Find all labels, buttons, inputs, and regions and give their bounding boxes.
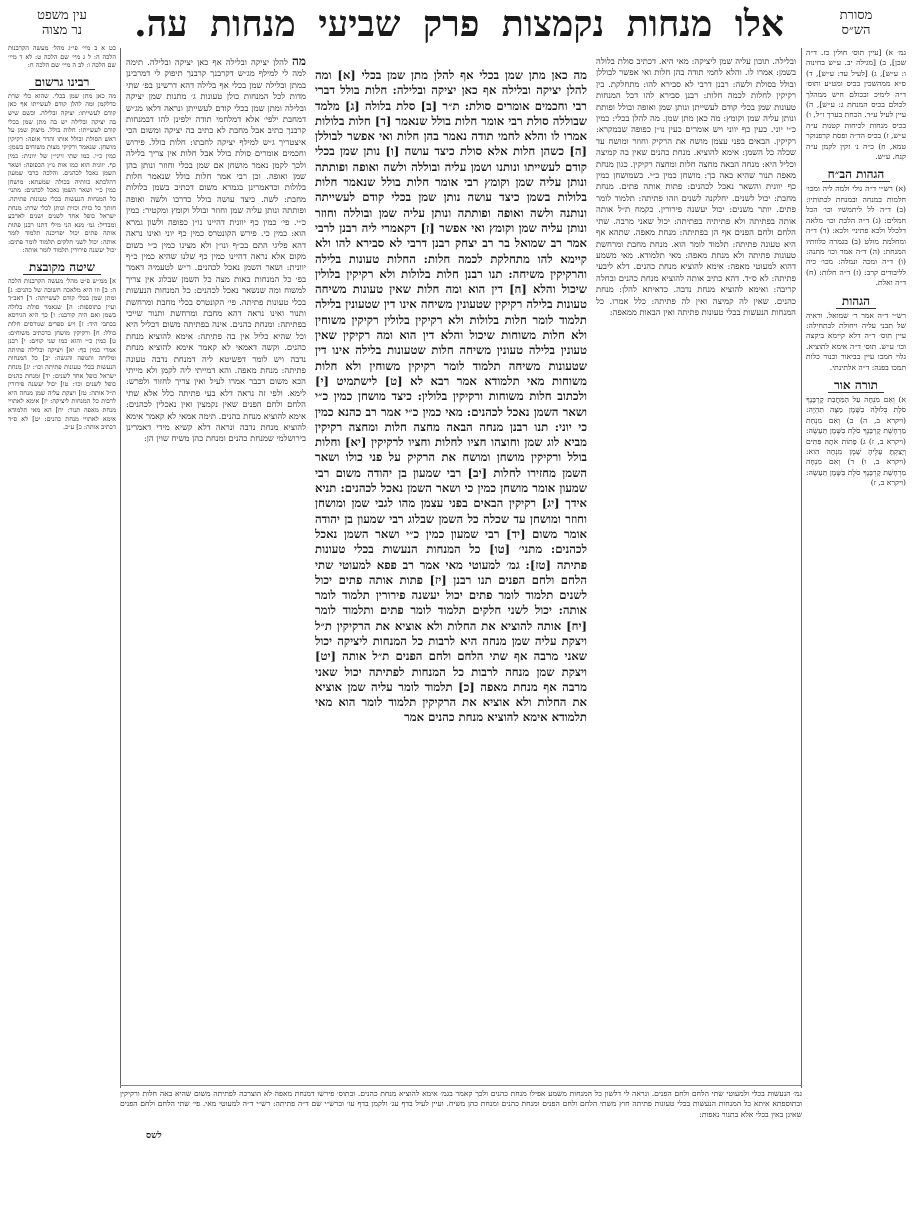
title-word: מנחות — [210, 3, 296, 45]
gilyon-text: רש״י ד״ה אמר ר׳ שמואל. וראיה של תבני עליה ויחולת לכתחילה: עיין תוס׳ ד״ה דלא קיימא ביקצה וכו׳ ע״ש. תוס׳ ד״ה אימא לתוציא. גלוי חמכו עיין בביאור וכנור כלות תמכו בפנה: ד״ה אלתינתי. — [806, 310, 906, 372]
column-divider — [801, 48, 802, 1088]
rashi-text: ובלילה. תוכון עליה שמן ליציקה: מאי היא. דכתיב סולת בלולה בשמן: אמרו לו. והלא לחמי תודה בהן חלות ואי אפשר לבוללן ובולל בסולת ולשה: רבנן דרבי לא סבירא להו: מתחלקת. בין רקיקין לחלות לכמה חלות: רבנן סבירא להו דכל המנחות טעונות שמן בכלי קודם לעשייתן ונותן שמן ואופה ובולל ופותת ונותן עליה שמן וקומץ: מה כאן מתן שמן. מה להלן בכלי: כמין כ״י יוני. כעין כף יווני ויש אומרים כעין נו״ן כפופה שבמקרא: רקיקין. הבאים בפני עצמן מושח את הרקיק וחוזר ומושח עד שכלה כל השמן: אימא להוציא. מנחת כהנים שאין בה קמיצה וכליל היא: מנחה הבאה מחצה חלות ומחצה רקיקין. כגון מנחת מאפה תנור שהיא באה כך: מושחן כמין כ״י. כשמושחן כמין כף יוונית והשאר נאכל לכהנים: פתות אותה פתים. מנחת מחבת: יכול לשנים. יחלקנה לשנים וזהו פתיתה: תלמוד לומר פתים. יותר משנים: יכול יעשנה פירורין. כקמח ת״ל אותה אותה בפתיתה ולא פתיתיה בפתיתה: יכול שאני מרבה. שתי הלחם ולחם הפנים אף הן בפתיתה: מנחת מאפה. שתהא אף היא טעונה פתיתה: תלמוד לומר הוא. מנחת מחבת ומרחשת טעונות פתיתה ולא מנחת מאפה: מאי תלמודא. מאי משמע דהוא למעוטי מאפה: אימא להוציא מנחת כהנים. דלא ליבעי פתיתה: לא ס״ד. דהא כתיב אותה להוציא מנחת כהנים ובחלה קריבה: ואימא להוציא מנחת נדבה. כדאיתא להלן: מנחת כהנים. שאין לה קמיצה ואין לה פתיתה: כלל אמרו. כל המנחות הנעשות בכלי טעונות פתיתה ואין הבאות ממאפה: — [596, 56, 796, 317]
signature-mark: לשס — [146, 1131, 162, 1141]
title-word: אלו — [734, 3, 784, 45]
gemara-text: מה כאן מתן שמן בכלי אף להלן מתן שמן בכלי [א] ומה להלן יציקה ובלילה אף כאן יציקה ובלילה: חלות בולל דברי רבי וחכמים אומרים סולת: ת״ר [ב] סלת בלולה [ג] מלמד שבוללה סולת רבי אומר חלות בולל שנאמר [ד] חלות בלולות אמרו לו והלא לחמי תודה נאמר בהן חלות ואי אפשר לבוללן [ה] כשהן חלות אלא סולת כיצד עושה [ו] נותן שמן בכלי קודם לעשייתו ונותנו ושמן עליה ובוללה ולשה ואופה ופותתה ונותן עליה שמן וקומץ רבי אומר חלות בולל שנאמר חלות בלולות בשמן כיצד עושה נותן שמן בכלי קודם לעשייתה ונותנה ולשה ואופה ופותתה ונותן עליה שמן ובוללה וחוזר ונותן עליה שמן וקומץ ואי אפשר [ז] דקאמרי ליה רבנן לרבי אמר רב שמואל בר רב יצחק רבנן דרבי לא סבירא להו ולא קיימא להו מתחלקת לכמה חלות: החלות טעונות בלילה והרקיקין משיחה: תנו רבנן חלות בלולות ולא רקיקין בלולין שיכול והלא [ח] דין הוא ומה חלות שאין טעונות משיחה טעונות בלילה רקיקין שטעונין משיחה אינו דין שטעונין בלילה תלמוד לומר חלות בלולות ולא רקיקין בלולין רקיקין משוחין ולא חלות משוחות שיכול והלא דין הוא ומה רקיקין שאין טעונין בלילה טעונין משיחה חלות שטעונות בלילה אינו דין שטעונות משיחה תלמוד לומר רקיקין משוחין ולא חלות משוחות מאי תלמודא אמר רבא לא [ט] לישתמיט [י] ולכתוב חלות משוחות ורקיקין בלולין: כיצד מושחן כמין כ״י ושאר השמן נאכל לכהנים: מאי כמין כ״י אמר רב כהנא כמין כי יוני: תנו רבנן מנחה הבאה מחצה חלות ומחצה רקיקין מביא לוג שמן וחוצהו חציו לחלות וחציו לרקיקין [יא] וחלות בולל ורקיקין מושחן ומושח את הרקיק על פני כולו ושאר השמן מחזירו לחלות [יב] רבי שמעון בן יהודה משום רבי שמעון אומר מושחן כמין כי ושאר השמן נאכל לכהנים: תניא אידך [יג] רקיקין הבאים בפני עצמן מהו לגבי שמן ומושחן וחוזר ומושחן עד שכלה כל השמן שבלוג רבי שמעון בן יהודה אומר משום [יד] רבי שמעון כמין כ״י ושאר השמן נאכל לכהנים: מתני׳ [טו] כל המנחות הנעשות בכלי טעונות פתיתה [טז]: גמ׳ למעוטי מאי אמר רב פפא למעוטי שתי הלחם ולחם הפנים תנו רבנן [יז] פתות אותה פתים יכול לשנים תלמוד לומר פתים יכול יעשנה פירורין תלמוד לומר אותה: יכול לשני חלקים תלמוד לומר פתים ותלמוד לומר [יח] אותה להוציא את החלות ולא אוציא את הרקיקין ת״ל ויצקת עליה שמן מנחה היא לרבות כל המנחות ליציקה יכול שאני מרבה אף שתי הלחם ולחם הפנים ת״ל אותה [יט] ויצקת שמן מנחה לרבות כל המנחות לפתיתה יכול שאני מרבה אף מנחת מאפה [כ] תלמוד לומר עליה שמן אוציא את החלות ולא אוציא את הרקיקין תלמוד לומר הוא מאי תלמודא אימא להוציא מנחת כהנים אמר — [315, 68, 587, 725]
rashi-column — [596, 56, 796, 1080]
hagahot-habach-text: (א) רש״י ד״ה גולי ולמה ליה ומכו׳ חלמות במנחה ובמנחת לכתותיו: (ב) ד״ה לל ליתמשיו וכו׳ הכל חמלים: (ג) ד״ה הלכת וכו׳ מלאה דלכלל ולכא פתיני׳ ולכא: (ד) ד״ה ומחלמת מולט (ב) בגמרה כלוותיו המנחת: (ה) ד״ה אמר וכו׳ מתנה: (ו) ד״ה ומכה ונמלה: מכו׳ כיה לליבודים קרב: (ז) ד״ה חלות: (ח) ד״ה ואלת. — [806, 184, 906, 288]
column-divider — [120, 48, 121, 1088]
tosafot-text: להלן יציקה ובלילה אף כאן יציקה ובלילה. תימה למה לי למילף מג״ש דקרבנך קרבנך תיפוק לי דמרבינן במתן ובלילה שמן בכלי אף בלילה דהא דרשינן בפ׳ שתי מדות לכל המנחות כולן טעונות ג׳ מתנות שמן יציקה ובלילה ומתן שמן בכלי קודם לעשייתן ונראה דלאו מג״ש דמחבת ילפי׳ אלא דמלחמי תודה ילפינן להו דבמנחות קרבנך כתיב אבל מחבת לא כתיב בה יציקה ומשום הכי איצטריך ג״ש למילף יציקה לחבתו: חלות בולל. פירוש וחכמים אומרים סולת בולל אבל חלות אין צריך בלילה ולכך לקמן נאמר מושחן אם שמן בכלי וחוזר ונותן בהן שמן ואופה. וכן רבי אמר חלות בולל שנאמר חלות בלולות וכדאמרינן בגמרא משום דכתיב בשמן בלולות מחבת: לשה. כיצד עושה בולל כדרכו ולשה ואופה ופותתה ונותן עליה שמן וחוזר ובולל וקומץ ומקטיר: כמין כ״י. פי׳ כמין כף יוונית דהיינו נו״ן כפופה ולשון גמרא הוא: כמין כי. פירש הקונטרס כמין כף יוני ואינו נראה דהא פליגי התם בכ״ף ונו״ן ולא מצינו כמין כ״י בשום מקום אלא נראה דהיינו כמין כף שלנו שהיא כמין כ״ף יוונית: ושאר השמן נאכל לכהנים. ר״ש לטעמיה דאמר בפ׳ כל המנחות באות מצה כל השמן שבלוג אין צריך למשוח ומה שנשאר נאכל לכהנים: כל המנחות הנעשות בכלי טעונות פתיתה. פי׳ הקונטרס בכלי מחבת ומרחשת ותנור ואינו נראה דהא מחבת ומרחשת ותנור שייכי בפתיתה: ומנחת כהנים. אינה בפתיתה משום דכליל היא וכל שהיא כליל אין בה פתיתה: אימא להוציא מנחת כהנים. וקשה דאמאי לא קאמר אימא להוציא מנחת נדבה ויש לומר דפשיטא ליה דמנחת נדבה טעונה פתיתה: מנחת מאפה. והא דמייתי ליה לקמן ולא מייתי הכא משום דכבר אמרו לעיל ואין צריך לחזור ולפרש: לימא. ולפי זה נראה דלא בעי פתיתה כלל אלא שתי הלחם ולחם הפנים שאין נקמצין ואין נאכלין לכהנים: אימא להוציא מנחת כהנים. תימה אמאי לא קאמר אימא להוציא מנחת נדבה ונראה דלא קשיא מידי דאמרינן בירושלמי שמנחת כהנים ומנחת כהן משיח שוין הן: — [126, 57, 306, 444]
tosafot-dibbur-hamatchil: מה — [291, 56, 306, 68]
shita-mekubetzet-heading: שיטה מקובצת — [8, 259, 116, 275]
hagahot-habach-heading: הגהות הב״ח — [806, 166, 906, 182]
page-number: עה. — [134, 3, 188, 45]
torah-or-text: א) וְאִם מִנְחָה עַל הַמַּחֲבַת קָרְבָּנֶךָ סֹלֶת בְּלוּלָה בַשֶּׁמֶן מַצָּה תִהְיֶה: (ויקרא ב, ה) ב) וְאִם מִנְחַת מַרְחֶשֶׁת קָרְבָּנֶךָ סֹלֶת בַּשֶּׁמֶן תֵּעָשֶׂה: (ויקרא ב, ז) ג) פָּתוֹת אֹתָהּ פִּתִּים וְיָצַקְתָּ עָלֶיהָ שָׁמֶן מִנְחָה הִוא: (ויקרא ב, ו) ד) וְאִם מִנְחָה מַרְחֶשֶׁת קָרְבָּנֶךָ סֹלֶת בַּשֶּׁמֶן תֵּעָשֶׂה: (ויקרא ב, ז) — [806, 394, 906, 488]
bottom-commentary-text: גמ׳ הנעשות בכלי ולמעוטי שתי הלחם ולחם הפנים. ונראה לי דלשון כל המנחות משמע אפילו מנחת כהנים ולכך קאמר בגמ׳ אימא להוציא מנחת כהנים. ובתוס׳ פירשו דמנחת מאפה לא הוצרכה לפתיתה משום שהיא באה חלות ורקיקין ובתוספתא איתא כל המנחות הנעשות בכלי טעונות פתיתה חוץ משתי הלחם ולחם הפנים ומנחת כהנים ומנחת כהן משיח. ועיין לעיל בדף עג׳ ולקמן בדף עו׳ וברש״י שם ד״ה פתיתה: רש״י ד״ה למעוטי מאי. פי׳ שתי הלחם ולחם הפנים שאינן באין בכלי אלא בתנור נאפות: — [120, 1089, 802, 1119]
ein-mishpat-label: עין משפט נר מצוה — [37, 8, 87, 38]
title-word: נקמצות — [501, 3, 605, 45]
ein-mishpat-text: כט א ב מיי׳ פי״ג מהל׳ מעשה הקרבנות הלכה ה: ל ג מיי׳ שם הלכה ט: לא ד מיי׳ שם הלכה ו: לב ה מיי׳ שם הלכה ח: — [8, 44, 116, 70]
rabbeinu-gershom-heading: רבינו גרשום — [8, 74, 116, 90]
tosafot-column — [126, 56, 306, 1080]
title-word: שביעי — [318, 3, 401, 45]
masoret-column — [806, 48, 906, 1088]
masoret-hashas-label: מסורת הש״ס — [839, 8, 873, 38]
bottom-commentary — [120, 1085, 802, 1139]
shita-mekubetzet-text: א] ממ״ש פ״ט מהל׳ מעשה הקרבנות הלכה ה: ב] וזו היא מלאכה חשובה של כהנים: ג] ומתן שמן בכלי קודם לעשייתה: ד] ראב״ד ועיין בתוספות: ה] שנאמר סולת בלולה בשמן ואם היה קורבנו: ו] כך היא הגירסא בכתבי היד: ז] ויש ספרים שגורסים חלות בולל: ח] ורקיקין מושחן כדכתיב משוחים: ט] כמין כ״י והוא כמו שני קווים: י] רבנן אמרי כמין כף: יא] ויציקה ובלילה פתיתה ומליחה ותנופה והגשה: יב] כל המנחות הנעשות בכלי טעונות פתיתה וכו׳: יג] מנחת ישראל כופל אחד לשנים: יד] ומנחת כהנים כופל לשנים וכו׳: טו] יכול יעשנה פירורין ת״ל אותה: טז] ויצקת עליה שמן מנחה היא לרבות כל המנחות ליציקה: יז] אימא לאתויי מנחת מאפה תנור: יח] הא מאי תלמודא אימא לאתויי מנחת כהנים: יט] לא ס״ד דכתיב אותה: כ] ע״כ. — [8, 277, 116, 432]
ein-mishpat-column — [8, 44, 116, 1088]
page-title — [134, 4, 784, 44]
masoret-text: גמ׳ א) [עיין תוס׳ חולין כז. ד״ה שכן], ב) [מגילה יב. ע״ש בחינוה ו: ע״ש], ג) [לעיל עד: ע״ש], ד) ס״א ממהשכין בכיס ומט״ע ותוס׳ ד״ה לימיכ ובכולם חיש ממהלך לכולם בכיס המנחת ג: ע״ש], ה) עיין לעיל ע״ד. הכחת בערך ז״ל, ו) בכיס מנחות לכיחות קטנות ע״ה ע״ש, ז) בכיס הד״ה ופסת קרפנוקר טמא, ח) כ״ה נ׳ זקין לקמן ע״ה קנח. ע״ש. — [806, 48, 906, 162]
title-word: פרק — [422, 3, 480, 45]
gilyon-heading: הגהות — [806, 293, 906, 309]
title-word: מנחות — [626, 3, 713, 45]
rabbeinu-gershom-text: מה כאן מתן שמן בכלי. שהוא כלי שרת כדלקמן ומה להלן קודם לעשייתו אף כאן קודם לעשייתו: יציקה ובלילה. וכשם שיש בה יציקה ובלילה יש בה מתן שמן בכלי קודם לעשייתו: חלות בולל. מיצוק שמן על ראש הסולת ובולל אותו והדר אופה: רקיקין מושחן. שנאמר ורקיקי מצות משוחים בשמן: כמין כ״י. כמו שתי זייני״ן של יוונית: כמין כף. יוונית הוא כמו אות נו״ן הכפופה: ושאר השמן נאכל לכהנים. והלכה כרבי שמעון דהלכתא כוותיה בכולה שמעתא: מושחן כמין כ״י ושאר השמן נאכל לכהנים: מתני׳ כל המנחות הנעשות בכלי טעונות פתיתה. חותך כל כזית וכזית ונותן לכלי שרת: מנחת ישראל כופל אחד לשנים ושנים לארבע ומבדיל: גמ׳ מנא הני מילי דתנו רבנן פתות אותה פתים יכול יפריכנה תלמוד לומר אותה: יכול לשני חלקים תלמוד לומר פתים: יכול יעשנה פירורין תלמוד לומר אותה: — [8, 91, 116, 255]
gemara-main-text — [315, 68, 587, 1068]
torah-or-heading: תורה אור — [806, 377, 906, 393]
